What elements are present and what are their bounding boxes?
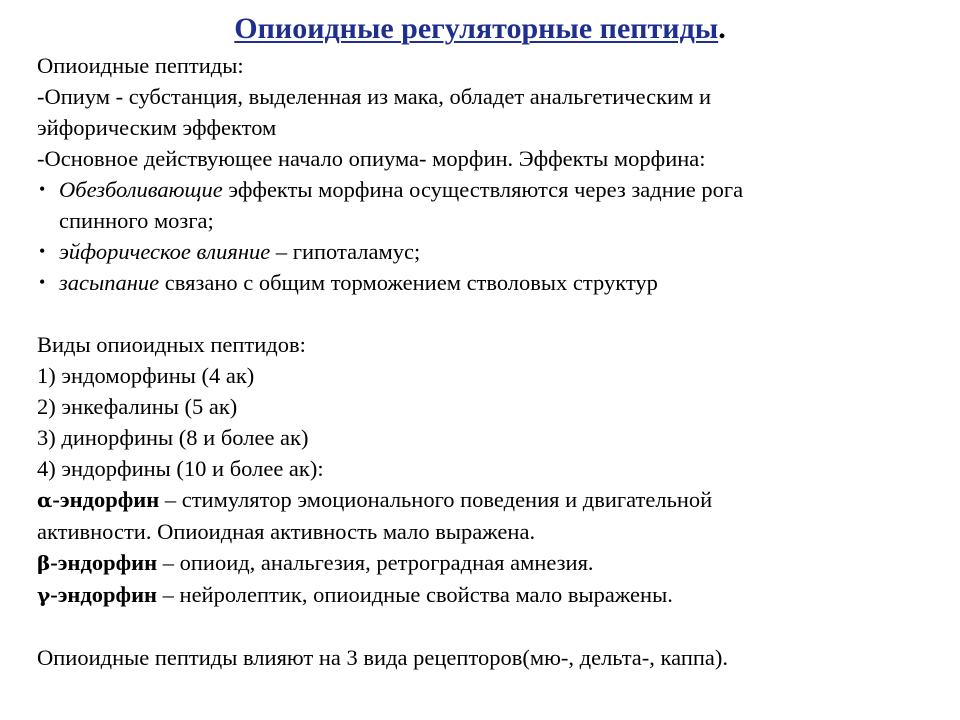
alpha-endorphin-line (37, 484, 937, 516)
types-heading: Виды опиоидных пептидов: (37, 332, 306, 357)
bullet-mark: • (39, 272, 46, 292)
slide-title (0, 10, 960, 48)
bullet-italic: засыпание (59, 270, 160, 295)
spacer (37, 298, 937, 329)
bullet-item-2 (37, 236, 937, 267)
bullet-item-1 (37, 174, 937, 205)
bullet-text: – гипоталамус; (270, 239, 421, 264)
title-dot: . (718, 12, 726, 45)
intro-line-2: -Опиум - субстанция, выделенная из мака, обладет анальгетическим и (37, 84, 712, 109)
beta-symbol: β (37, 551, 51, 575)
alpha-endorphin-cont: активности. Опиоидная активность мало выражена. (37, 519, 536, 544)
bullet-italic: эйфорическое влияние (59, 239, 271, 264)
type-item-2: 2) энкефалины (5 ак) (37, 394, 238, 419)
slide-body (37, 50, 937, 673)
type-item-4: 4) эндорфины (10 и более ак): (37, 456, 324, 481)
receptors-footer: Опиоидные пептиды влияют на 3 вида рецепторов(мю-, дельта-, каппа). (37, 645, 729, 670)
bullet-mark: • (39, 241, 46, 261)
title-text: Опиоидные регуляторные пептиды (234, 12, 719, 45)
bullet-text: связано с общим торможением стволовых структур (159, 270, 658, 295)
beta-endorphin-line (37, 547, 937, 579)
beta-name: -эндорфин (50, 550, 158, 575)
gamma-endorphin-line (37, 579, 937, 611)
bullet-item-1-cont: спинного мозга; (59, 208, 214, 233)
alpha-symbol: α (37, 488, 53, 512)
bullet-italic: Обезболивающие (59, 177, 223, 202)
beta-text: – опиоид, анальгезия, ретроградная амнезия. (157, 550, 594, 575)
type-item-1: 1) эндоморфины (4 ак) (37, 363, 255, 388)
bullet-text: эффекты морфина осуществляются через задние рога (222, 177, 744, 202)
gamma-name: -эндорфин (50, 582, 158, 607)
gamma-text: – нейролептик, опиоидные свойства мало выражены. (157, 582, 673, 607)
alpha-name: -эндорфин (52, 487, 160, 512)
alpha-text: – стимулятор эмоционального поведения и двигательной (159, 487, 713, 512)
bullet-item-3 (37, 267, 937, 298)
type-item-3: 3) динорфины (8 и более ак) (37, 425, 309, 450)
gamma-symbol: γ (37, 583, 51, 607)
intro-line-3: эйфорическим эффектом (37, 115, 277, 140)
intro-line-1: Опиоидные пептиды: (37, 53, 244, 78)
bullet-mark: • (39, 179, 46, 199)
intro-line-4: -Основное действующее начало опиума- морфин. Эффекты морфина: (37, 146, 706, 171)
spacer (37, 611, 937, 642)
